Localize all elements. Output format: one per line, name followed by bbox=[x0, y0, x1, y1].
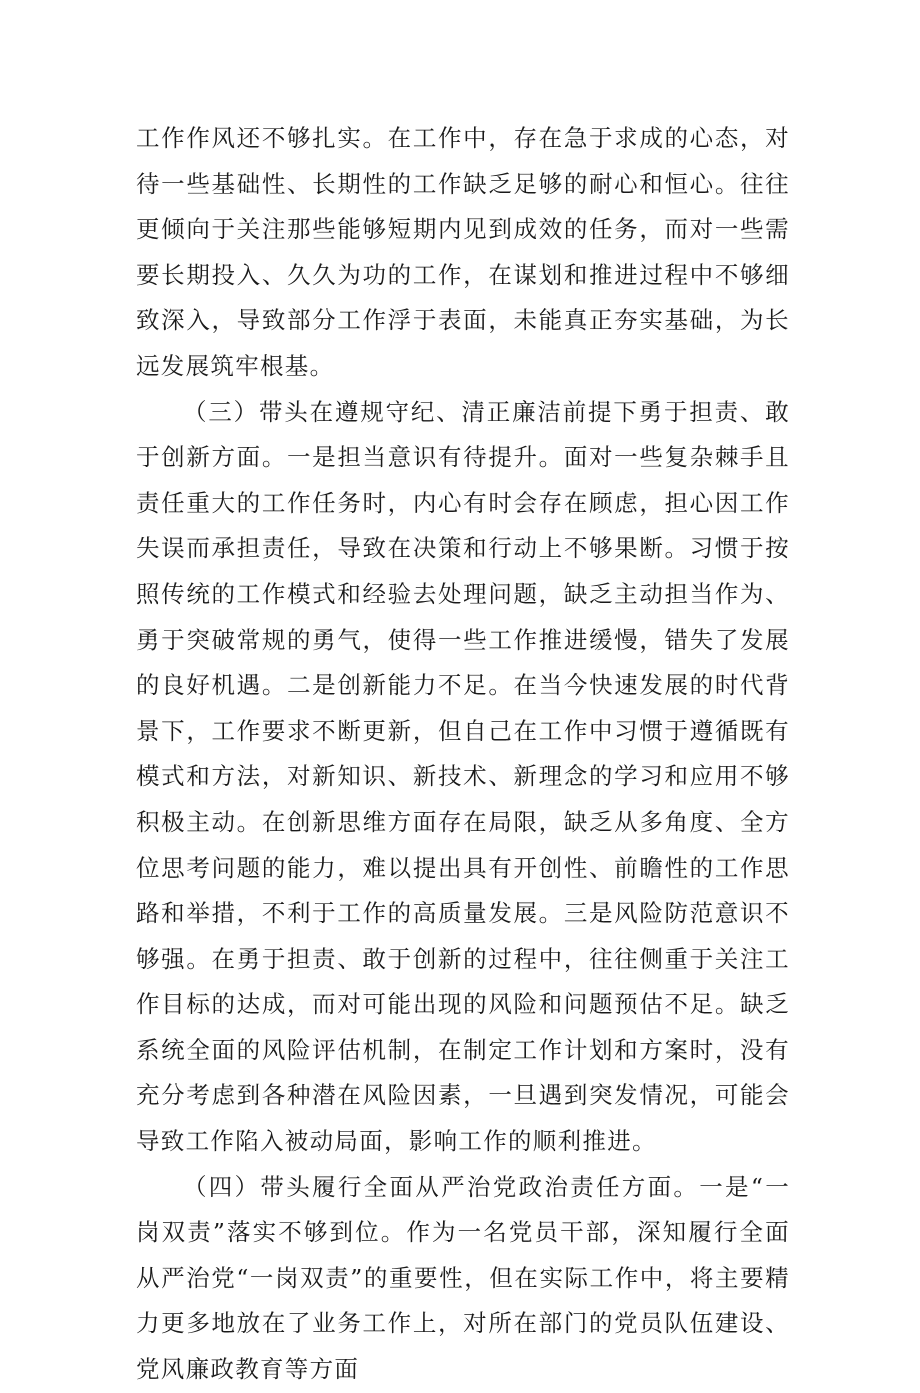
paragraph-section-four: （四）带头履行全面从严治党政治责任方面。一是“一岗双责”落实不够到位。作为一名党员干部，深知履行全面从严治党“一岗双责”的重要性，但在实际工作中，将主要精力更多地放在了业务工作上，对所在部门的党员队伍建设、党风廉政教育等方面 bbox=[136, 1172, 790, 1384]
paragraph-section-three: （三）带头在遵规守纪、清正廉洁前提下勇于担责、敢于创新方面。一是担当意识有待提升。面对一些复杂棘手且责任重大的工作任务时，内心有时会存在顾虑，担心因工作失误而承担责任，导致在决策和行动上不够果断。习惯于按照传统的工作模式和经验去处理问题，缺乏主动担当作为、勇于突破常规的勇气，使得一些工作推进缓慢，错失了发展的良好机遇。二是创新能力不足。在当今快速发展的时代背景下，工作要求不断更新，但自己在工作中习惯于遵循既有模式和方法，对新知识、新技术、新理念的学习和应用不够积极主动。在创新思维方面存在局限，缺乏从多角度、全方位思考问题的能力，难以提出具有开创性、前瞻性的工作思路和举措，不利于工作的高质量发展。三是风险防范意识不够强。在勇于担责、敢于创新的过程中，往往侧重于关注工作目标的达成，而对可能出现的风险和问题预估不足。缺乏系统全面的风险评估机制，在制定工作计划和方案时，没有充分考虑到各种潜在风险因素，一旦遇到突发情况，可能会导致工作陷入被动局面，影响工作的顺利推进。 bbox=[136, 397, 790, 1156]
document-body bbox=[136, 116, 790, 1393]
paragraph-work-style: 工作作风还不够扎实。在工作中，存在急于求成的心态，对待一些基础性、长期性的工作缺乏足够的耐心和恒心。往往更倾向于关注那些能够短期内见到成效的任务，而对一些需要长期投入、久久为功的工作，在谋划和推进过程中不够细致深入，导致部分工作浮于表面，未能真正夯实基础，为长远发展筑牢根基。 bbox=[136, 124, 790, 380]
